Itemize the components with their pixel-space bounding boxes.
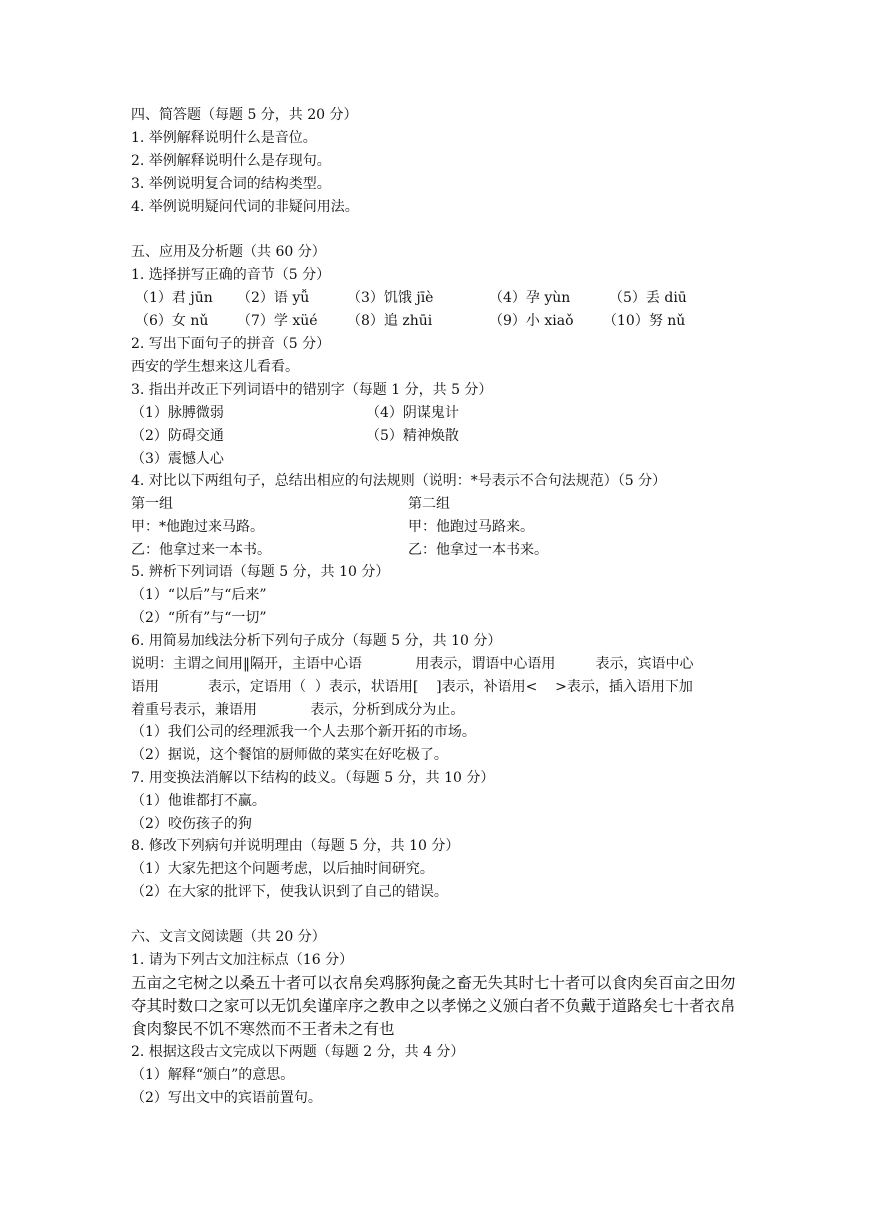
- q7-item-2: （2）咬伤孩子的狗: [131, 816, 252, 832]
- q5-title: 5. 辨析下列词语（每题 5 分，共 10 分）: [131, 564, 390, 580]
- q6-note-line-3: 着重号表示，兼语用 表示，分析到成分为止。: [131, 702, 465, 718]
- q3-item-1: （1）脉膊微弱: [131, 405, 224, 421]
- q8-item-1: （1）大家先把这个问题考虑，以后抽时间研究。: [131, 861, 434, 877]
- q4-group-2-title: 第二组: [408, 496, 450, 512]
- q4-group-2-a: 甲：他跑过马路来。: [408, 519, 534, 535]
- q3-item-5: （5）精神焕散: [366, 428, 459, 444]
- q6-note-line-1: 说明：主谓之间用‖隔开，主语中心语 用表示，谓语中心语用 表示，宾语中心: [131, 656, 694, 672]
- q6-note-line-2: 语用 表示，定语用（ ）表示，状语用[ ]表示，补语用< >表示，插入语用下加: [131, 679, 693, 695]
- q1-option-1: （1）君 jūn: [135, 290, 213, 306]
- q8-item-2: （2）在大家的批评下，使我认识到了自己的错误。: [131, 884, 448, 900]
- section-4-title: 四、简答题（每题 5 分，共 20 分）: [131, 107, 358, 123]
- q1-option-8: （8）追 zhūi: [347, 313, 433, 329]
- q1-option-4: （4）孕 yùn: [489, 290, 571, 306]
- q8-title: 8. 修改下列病句并说明理由（每题 5 分，共 10 分）: [131, 838, 460, 854]
- q4-group-1-title: 第一组: [131, 496, 173, 512]
- q7-title: 7. 用变换法消解以下结构的歧义。（每题 5 分，共 10 分）: [131, 770, 495, 786]
- q1-options-row-2: [131, 312, 731, 330]
- section-6-title: 六、文言文阅读题（共 20 分）: [131, 929, 326, 945]
- q4-group-1-a: 甲：*他跑过来马路。: [131, 519, 264, 535]
- q3-title: 3. 指出并改正下列词语中的错别字（每题 1 分，共 5 分）: [131, 382, 493, 398]
- q1-options-row-1: [131, 289, 731, 307]
- sec6-q1-title: 1. 请为下列古文加注标点（16 分）: [131, 952, 354, 968]
- sec4-item-2: 2. 举例解释说明什么是存现句。: [131, 153, 331, 169]
- q3-item-3: （3）震憾人心: [131, 451, 224, 467]
- q5-item-2: （2）“所有”与“一切”: [131, 610, 267, 626]
- q1-option-6: （6）女 nǔ: [135, 313, 209, 329]
- q6-title: 6. 用简易加线法分析下列句子成分（每题 5 分，共 10 分）: [131, 633, 502, 649]
- q1-option-10: （10）努 nǔ: [603, 313, 686, 329]
- q6-item-2: （2）据说，这个餐馆的厨师做的菜实在好吃极了。: [131, 747, 448, 763]
- sec4-item-3: 3. 举例说明复合词的结构类型。: [131, 176, 331, 192]
- sec4-item-1: 1. 举例解释说明什么是音位。: [131, 130, 317, 146]
- q2-sentence: 西安的学生想来这儿看看。: [131, 359, 299, 375]
- sec6-q2-title: 2. 根据这段古文完成以下两题（每题 2 分，共 4 分）: [131, 1044, 465, 1060]
- q1-option-3: （3）饥饿 jīè: [347, 290, 434, 306]
- sec6-q2-item-2: （2）写出文中的宾语前置句。: [131, 1090, 322, 1106]
- q1-option-2: （2）语 yǚ: [237, 290, 310, 306]
- passage-line-2: 夺其时数口之家可以无饥矣谨庠序之教申之以孝悌之义颁白者不负戴于道路矣七十者衣帛: [131, 997, 736, 1015]
- q4-group-1-b: 乙：他拿过来一本书。: [131, 542, 271, 558]
- section-5-title: 五、应用及分析题（共 60 分）: [131, 244, 326, 260]
- q4-group-2-b: 乙：他拿过一本书来。: [408, 542, 548, 558]
- q3-item-4: （4）阴谋鬼计: [366, 405, 459, 421]
- q5-item-1: （1）“以后”与“后来”: [131, 587, 267, 603]
- q1-option-9: （9）小 xiaǒ: [489, 313, 574, 329]
- q4-title: 4. 对比以下两组句子，总结出相应的句法规则（说明：*号表示不合句法规范）（5 分）: [131, 473, 667, 489]
- q1-option-7: （7）学 xüé: [237, 313, 318, 329]
- q7-item-1: （1）他谁都打不赢。: [131, 793, 266, 809]
- q3-item-2: （2）防碍交通: [131, 428, 224, 444]
- q1-title: 1. 选择拼写正确的音节（5 分）: [131, 267, 331, 283]
- q6-item-1: （1）我们公司的经理派我一个人去那个新开拓的市场。: [131, 724, 476, 740]
- q2-title: 2. 写出下面句子的拼音（5 分）: [131, 336, 331, 352]
- passage-line-1: 五亩之宅树之以桑五十者可以衣帛矣鸡豚狗彘之畜无失其时七十者可以食肉矣百亩之田勿: [131, 974, 736, 992]
- q1-option-5: （5）丢 diū: [609, 290, 687, 306]
- sec4-item-4: 4. 举例说明疑问代词的非疑问用法。: [131, 199, 359, 215]
- passage-line-3: 食肉黎民不饥不寒然而不王者未之有也: [131, 1020, 395, 1038]
- sec6-q2-item-1: （1）解释“颁白”的意思。: [131, 1067, 295, 1083]
